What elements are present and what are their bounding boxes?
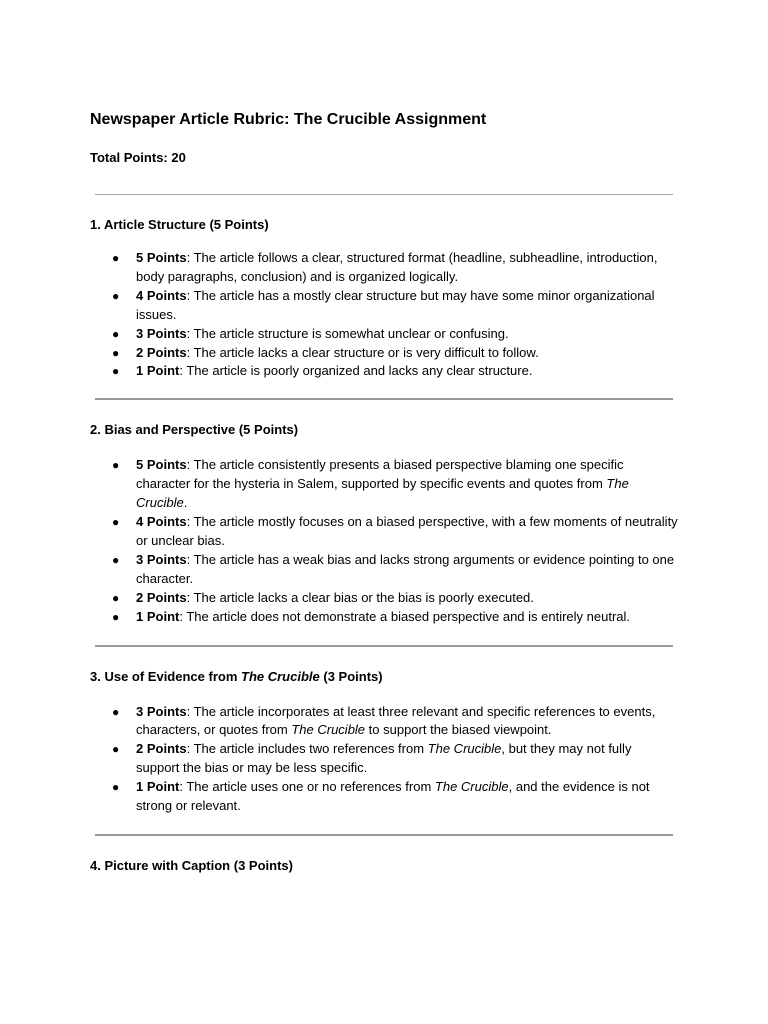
section-list-bias-perspective — [90, 456, 678, 626]
bullet-icon: ● — [112, 251, 120, 265]
bullet-icon: ● — [112, 590, 120, 605]
bullet-icon: ● — [112, 609, 120, 624]
book-title: The Crucible — [427, 741, 502, 757]
criterion-text: : The article includes two references from — [186, 741, 428, 757]
criterion-text: : The article is poorly organized and lacks any clear structure. — [179, 363, 533, 379]
list-item — [90, 740, 678, 778]
section-heading-picture-caption: 4. Picture with Caption (3 Points) — [90, 857, 293, 873]
bullet-icon: ● — [112, 326, 120, 341]
points-label: 2 Points — [136, 589, 187, 605]
list-item — [90, 608, 678, 627]
list-item — [90, 287, 678, 325]
bullet-icon: ● — [112, 458, 120, 473]
list-item — [90, 551, 678, 589]
criterion-text-tail: . — [183, 495, 188, 511]
points-label: 4 Points — [136, 287, 187, 303]
book-title: The Crucible — [136, 476, 629, 511]
criterion-text: : The article uses one or no references from — [179, 779, 435, 795]
list-item — [90, 589, 678, 608]
section-heading-use-of-evidence — [90, 668, 678, 686]
points-label: 1 Point — [136, 363, 180, 379]
points-label: 2 Points — [136, 741, 187, 757]
book-title: The Crucible — [291, 722, 366, 738]
divider — [95, 834, 673, 836]
points-label: 1 Point — [136, 608, 180, 624]
points-label: 3 Points — [136, 325, 187, 341]
criterion-text: : The article incorporates at least three relevant and specific references to events, characters, or quotes from — [136, 703, 656, 738]
criterion-text-tail: , but they may not fully support the bias or may be less specific. — [136, 741, 632, 776]
list-item — [90, 778, 678, 816]
points-label: 3 Points — [136, 703, 187, 719]
divider — [95, 398, 673, 400]
list-item — [90, 249, 678, 287]
list-item — [90, 513, 678, 551]
bullet-icon: ● — [112, 552, 120, 567]
bullet-icon: ● — [112, 515, 120, 530]
section-heading-bias-perspective: 2. Bias and Perspective (5 Points) — [90, 422, 299, 438]
criterion-text: : The article follows a clear, structured format (headline, subheadline, introduction, body paragraphs, conclusion) and is organized logically. — [136, 250, 658, 284]
points-label: 5 Points — [136, 457, 187, 473]
criterion-text: : The article mostly focuses on a biased perspective, with a few moments of neutrality or unclear bias. — [136, 514, 678, 548]
divider — [95, 194, 673, 195]
bullet-icon: ● — [112, 288, 120, 303]
points-label: 4 Points — [136, 514, 187, 530]
criterion-text-tail: to support the biased viewpoint. — [365, 722, 552, 738]
bullet-icon: ● — [112, 345, 120, 360]
book-title: The Crucible — [241, 668, 320, 684]
criterion-text: : The article consistently presents a biased perspective blaming one specific character for the hysteria in Salem, supported by specific events and quotes from — [136, 457, 624, 492]
bullet-icon: ● — [112, 780, 120, 795]
bullet-icon: ● — [112, 742, 120, 757]
section-list-article-structure — [90, 249, 678, 381]
criterion-text: : The article has a weak bias and lacks strong arguments or evidence pointing to one character. — [136, 551, 675, 586]
rubric-document — [90, 110, 678, 875]
heading-text: 3. Use of Evidence from — [90, 668, 241, 684]
book-title: The Crucible — [434, 779, 509, 795]
bullet-icon: ● — [112, 704, 120, 719]
points-label: 1 Point — [136, 779, 180, 795]
criterion-text: : The article has a mostly clear structure but may have some minor organizational issues. — [136, 287, 655, 322]
total-points: Total Points: 20 — [90, 150, 186, 165]
list-item — [90, 456, 678, 513]
points-label: 2 Points — [136, 344, 187, 360]
points-label: 3 Points — [136, 551, 187, 567]
bullet-icon: ● — [112, 364, 120, 379]
heading-text-tail: (3 Points) — [319, 668, 383, 684]
criterion-text: : The article does not demonstrate a biased perspective and is entirely neutral. — [179, 608, 631, 624]
section-heading-article-structure: 1. Article Structure (5 Points) — [90, 217, 269, 232]
list-item — [90, 325, 678, 344]
document-title: Newspaper Article Rubric: The Crucible Assignment — [90, 111, 487, 128]
points-label: 5 Points — [136, 250, 187, 265]
criterion-text-tail: , and the evidence is not strong or relevant. — [136, 779, 650, 814]
section-list-use-of-evidence — [90, 703, 678, 816]
criterion-text: : The article lacks a clear structure or is very difficult to follow. — [186, 344, 539, 360]
list-item — [90, 703, 678, 741]
criterion-text: : The article lacks a clear bias or the bias is poorly executed. — [186, 589, 534, 605]
list-item — [90, 344, 678, 363]
criterion-text: : The article structure is somewhat unclear or confusing. — [186, 325, 509, 341]
divider — [95, 645, 673, 647]
list-item — [90, 362, 678, 381]
